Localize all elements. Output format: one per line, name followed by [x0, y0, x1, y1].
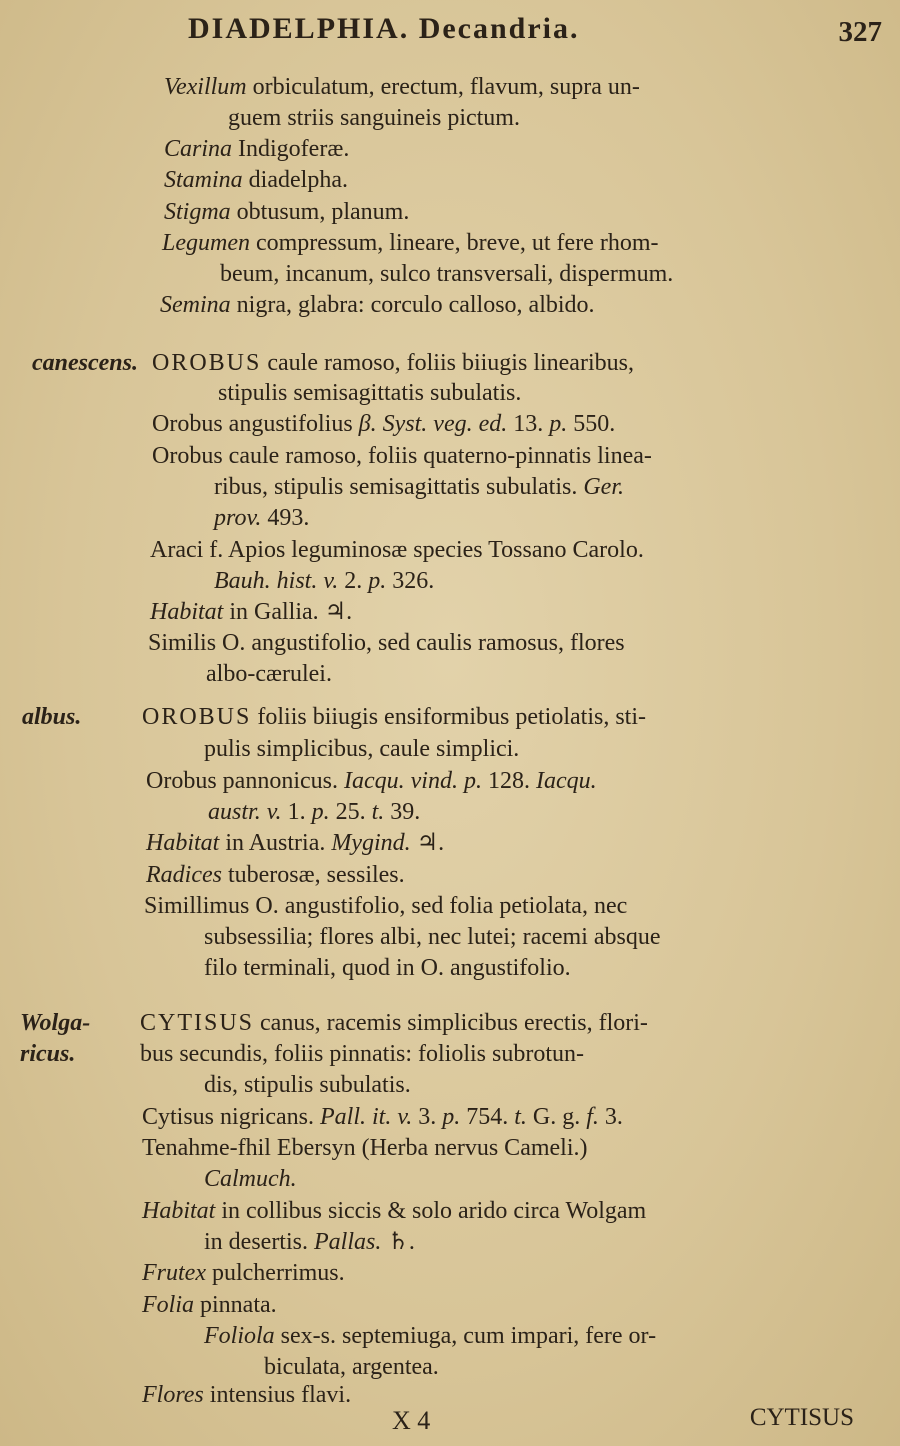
line-l26: [144, 891, 627, 921]
text-segment: 550.: [567, 411, 616, 437]
line-l12: [152, 441, 652, 471]
text-segment: compressum, lineare, breve, ut fere rhom-: [249, 230, 659, 256]
text-segment: Vexillum: [164, 74, 247, 100]
text-segment: Habitat: [146, 830, 220, 856]
text-segment: in Austria.: [219, 830, 332, 856]
text-segment: pinnata.: [194, 1292, 277, 1318]
text-segment: in Gallia. ♃.: [223, 599, 353, 625]
text-segment: Orobus angustifolius: [152, 411, 359, 437]
running-head: DIADELPHIA. Decandria.: [188, 12, 580, 45]
text-segment: Iacqu.: [535, 768, 597, 794]
text-segment: ♃.: [410, 830, 445, 856]
line-l38: [142, 1290, 277, 1320]
text-segment: beum, incanum, sulco transversali, dispermum.: [220, 261, 674, 287]
text-segment: OROBUS: [142, 704, 252, 730]
text-segment: Flores: [142, 1382, 204, 1408]
line-l30: [20, 1039, 584, 1069]
line-l28: [204, 953, 571, 983]
text-segment: ricus.: [20, 1041, 76, 1067]
line-l21: [204, 734, 519, 764]
text-segment: pulcherrimus.: [205, 1260, 345, 1286]
line-l34: [204, 1164, 297, 1194]
text-segment: Legumen: [162, 230, 250, 256]
text-segment: intensius flavi.: [203, 1382, 352, 1408]
line-l32: [142, 1102, 623, 1132]
text-segment: bus secundis, foliis pinnatis: foliolis subrotun-: [140, 1041, 584, 1067]
line-l36: [204, 1227, 415, 1257]
text-segment: Habitat: [150, 599, 224, 625]
text-segment: Indigoferæ.: [232, 136, 350, 162]
line-l37: [142, 1258, 345, 1288]
line-l31: [204, 1070, 411, 1100]
line-l22: [146, 766, 597, 796]
text-segment: canus, racemis simplicibus erectis, flori-: [254, 1010, 648, 1036]
text-segment: p.: [549, 411, 568, 437]
page-header: [0, 12, 900, 56]
text-segment: Iacqu. vind. p.: [343, 768, 482, 794]
line-l33: [142, 1133, 588, 1163]
text-segment: Mygind.: [331, 830, 411, 856]
text-segment: filo terminali, quod in O. angustifolio.: [204, 955, 571, 981]
text-segment: Cytisus nigricans.: [142, 1104, 320, 1130]
line-l05: [164, 197, 409, 227]
text-segment: Pallas.: [313, 1229, 382, 1255]
line-l17: [150, 597, 352, 627]
text-segment: Bauh. hist. v.: [214, 568, 339, 594]
text-segment: in collibus siccis & solo arido circa Wolgam: [215, 1198, 647, 1224]
text-segment: stipulis semisagittatis subulatis.: [218, 380, 522, 406]
text-segment: Pall. it. v.: [320, 1104, 413, 1130]
line-l13: [214, 472, 624, 502]
text-segment: in desertis.: [204, 1229, 314, 1255]
text-segment: Simillimus O. angustifolio, sed folia petiolata, nec: [144, 893, 628, 919]
text-segment: 3.: [412, 1104, 443, 1130]
line-l41: [142, 1380, 351, 1410]
line-l02: [228, 103, 520, 133]
line-l40: [264, 1352, 439, 1382]
text-segment: canescens.: [32, 350, 138, 376]
line-l24: [146, 828, 444, 858]
text-segment: t.: [514, 1104, 527, 1130]
text-segment: p.: [368, 568, 387, 594]
text-segment: 13.: [507, 411, 550, 437]
text-segment: Stamina: [164, 167, 243, 193]
line-l27: [204, 922, 661, 952]
text-segment: 326.: [386, 568, 435, 594]
text-segment: 493.: [261, 505, 310, 531]
text-segment: subsessilia; flores albi, nec lutei; racemi absque: [204, 924, 661, 950]
text-segment: Calmuch.: [204, 1166, 297, 1192]
text-segment: dis, stipulis subulatis.: [204, 1072, 411, 1098]
text-segment: obtusum, planum.: [230, 199, 410, 225]
text-segment: 2.: [338, 568, 369, 594]
text-segment: orbiculatum, erectum, flavum, supra un-: [246, 74, 640, 100]
text-segment: 39.: [384, 799, 421, 825]
text-segment: diadelpha.: [242, 167, 348, 193]
text-segment: Orobus caule ramoso, foliis quaterno-pinnatis linea-: [152, 443, 652, 469]
page-number: 327: [838, 16, 882, 48]
line-l35: [142, 1196, 646, 1226]
line-l07: [220, 259, 673, 289]
line-l19: [206, 659, 332, 689]
line-l18: [148, 628, 625, 658]
text-segment: albus.: [22, 704, 82, 730]
line-l15: [150, 535, 644, 565]
text-segment: 754.: [460, 1104, 515, 1130]
line-l23: [208, 797, 420, 827]
text-segment: Ger.: [583, 474, 625, 500]
text-segment: Orobus pannonicus.: [146, 768, 344, 794]
text-segment: Araci f. Apios leguminosæ species Tossano Carolo.: [150, 537, 644, 563]
text-segment: t.: [371, 799, 385, 825]
text-segment: albo-cærulei.: [206, 661, 332, 687]
line-l25: [146, 860, 405, 890]
line-l04: [164, 165, 348, 195]
text-segment: Radices: [146, 862, 222, 888]
text-segment: Similis O. angustifolio, sed caulis ramosus, flores: [148, 630, 625, 656]
text-segment: sex-s. septemiuga, cum impari, fere or-: [274, 1323, 657, 1349]
line-l08: [160, 290, 595, 320]
text-segment: ♄.: [381, 1229, 415, 1255]
text-segment: Semina: [160, 292, 231, 318]
text-segment: tuberosæ, sessiles.: [221, 862, 405, 888]
line-l09: [32, 348, 634, 378]
text-segment: Wolga-: [20, 1010, 91, 1036]
text-segment: austr. v.: [208, 799, 282, 825]
text-segment: nigra, glabra: corculo calloso, albido.: [230, 292, 595, 318]
text-segment: p.: [442, 1104, 461, 1130]
text-segment: Frutex: [142, 1260, 206, 1286]
text-segment: f.: [586, 1104, 599, 1130]
line-l11: [152, 409, 615, 439]
line-l16: [214, 566, 434, 596]
text-segment: Folia: [142, 1292, 194, 1318]
text-segment: OROBUS: [152, 350, 262, 376]
line-l01: [164, 72, 640, 102]
line-l14: [214, 503, 309, 533]
text-segment: Foliola: [204, 1323, 275, 1349]
text-segment: 25.: [329, 799, 372, 825]
line-l06: [162, 228, 659, 258]
text-segment: Carina: [164, 136, 233, 162]
text-segment: 3.: [598, 1104, 623, 1130]
signature-mark: X 4: [392, 1406, 431, 1435]
text-segment: pulis simplicibus, caule simplici.: [204, 736, 520, 762]
line-l20: [22, 702, 646, 732]
line-l39: [204, 1321, 656, 1351]
text-segment: Habitat: [142, 1198, 216, 1224]
text-segment: prov.: [214, 505, 262, 531]
text-segment: CYTISUS: [140, 1010, 255, 1036]
catchword: CYTISUS: [749, 1404, 854, 1431]
text-segment: 128.: [481, 768, 536, 794]
text-segment: 1.: [281, 799, 312, 825]
line-l10: [218, 378, 521, 408]
line-l29: [20, 1008, 648, 1038]
text-segment: caule ramoso, foliis biiugis linearibus,: [261, 350, 634, 376]
text-segment: G. g.: [526, 1104, 587, 1130]
line-l03: [164, 134, 349, 164]
text-segment: guem striis sanguineis pictum.: [228, 105, 520, 131]
text-segment: p.: [311, 799, 330, 825]
text-segment: β. Syst. veg. ed.: [358, 411, 508, 437]
text-segment: Tenahme-fhil Ebersyn (Herba nervus Cameli.): [142, 1135, 588, 1161]
text-segment: Stigma: [164, 199, 231, 225]
text-segment: biculata, argentea.: [264, 1354, 439, 1380]
text-segment: ribus, stipulis semisagittatis subulatis.: [214, 474, 584, 500]
text-segment: foliis biiugis ensiformibus petiolatis, sti-: [251, 704, 647, 730]
